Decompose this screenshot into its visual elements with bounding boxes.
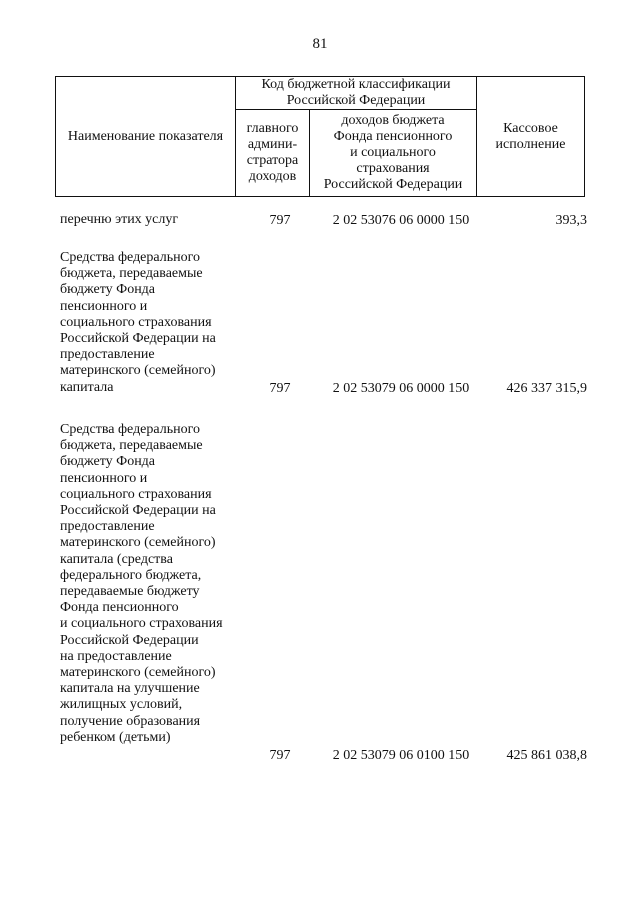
row-cash-amount: 426 337 315,9 xyxy=(506,380,587,396)
header-budget-classification-code: Код бюджетной классификации Российской Федерации xyxy=(261,77,451,108)
row-cash-amount: 425 861 038,8 xyxy=(506,747,587,763)
row-admin-code: 797 xyxy=(269,212,291,228)
header-fund-revenues: доходов бюджета Фонда пенсионного и социального страхования Российской Федерации xyxy=(323,113,463,192)
row-revenue-code: 2 02 53079 06 0100 150 xyxy=(332,747,470,763)
header-border-right xyxy=(584,76,585,197)
row-cash-amount: 393,3 xyxy=(555,212,587,228)
table-row xyxy=(60,250,587,397)
table-header xyxy=(55,76,585,197)
row-revenue-code: 2 02 53076 06 0000 150 xyxy=(332,212,470,228)
header-indicator-name: Наименование показателя xyxy=(67,128,224,144)
header-cash-execution: Кассовое исполнение xyxy=(495,120,566,152)
table-row xyxy=(60,212,587,229)
row-revenue-code: 2 02 53079 06 0000 150 xyxy=(332,380,470,396)
table-row xyxy=(60,422,587,764)
page-number: 81 xyxy=(312,36,328,52)
row-admin-code: 797 xyxy=(269,380,291,396)
row-admin-code: 797 xyxy=(269,747,291,763)
row-indicator-name: перечню этих услуг xyxy=(60,212,179,227)
row-indicator-name: Средства федерального бюджета, передаваемые бюджету Фонда пенсионного и социального страхования Российской Федерации на предоставление материнского (семейного) капитала (средства федерального бюджета, передаваемые бюджету Фонда пенсионного и социального страхования Российской Федерации на предоставление материнского (семейного) капитала на улучшение жилищных условий, получение образования ребенком (детьми) xyxy=(60,422,223,745)
header-main-administrator: главного админи- стратора доходов xyxy=(246,121,299,184)
row-indicator-name: Средства федерального бюджета, передаваемые бюджету Фонда пенсионного и социального страхования Российской Федерации на предоставление материнского (семейного) капитала xyxy=(60,250,216,395)
header-border-bottom xyxy=(55,196,585,197)
